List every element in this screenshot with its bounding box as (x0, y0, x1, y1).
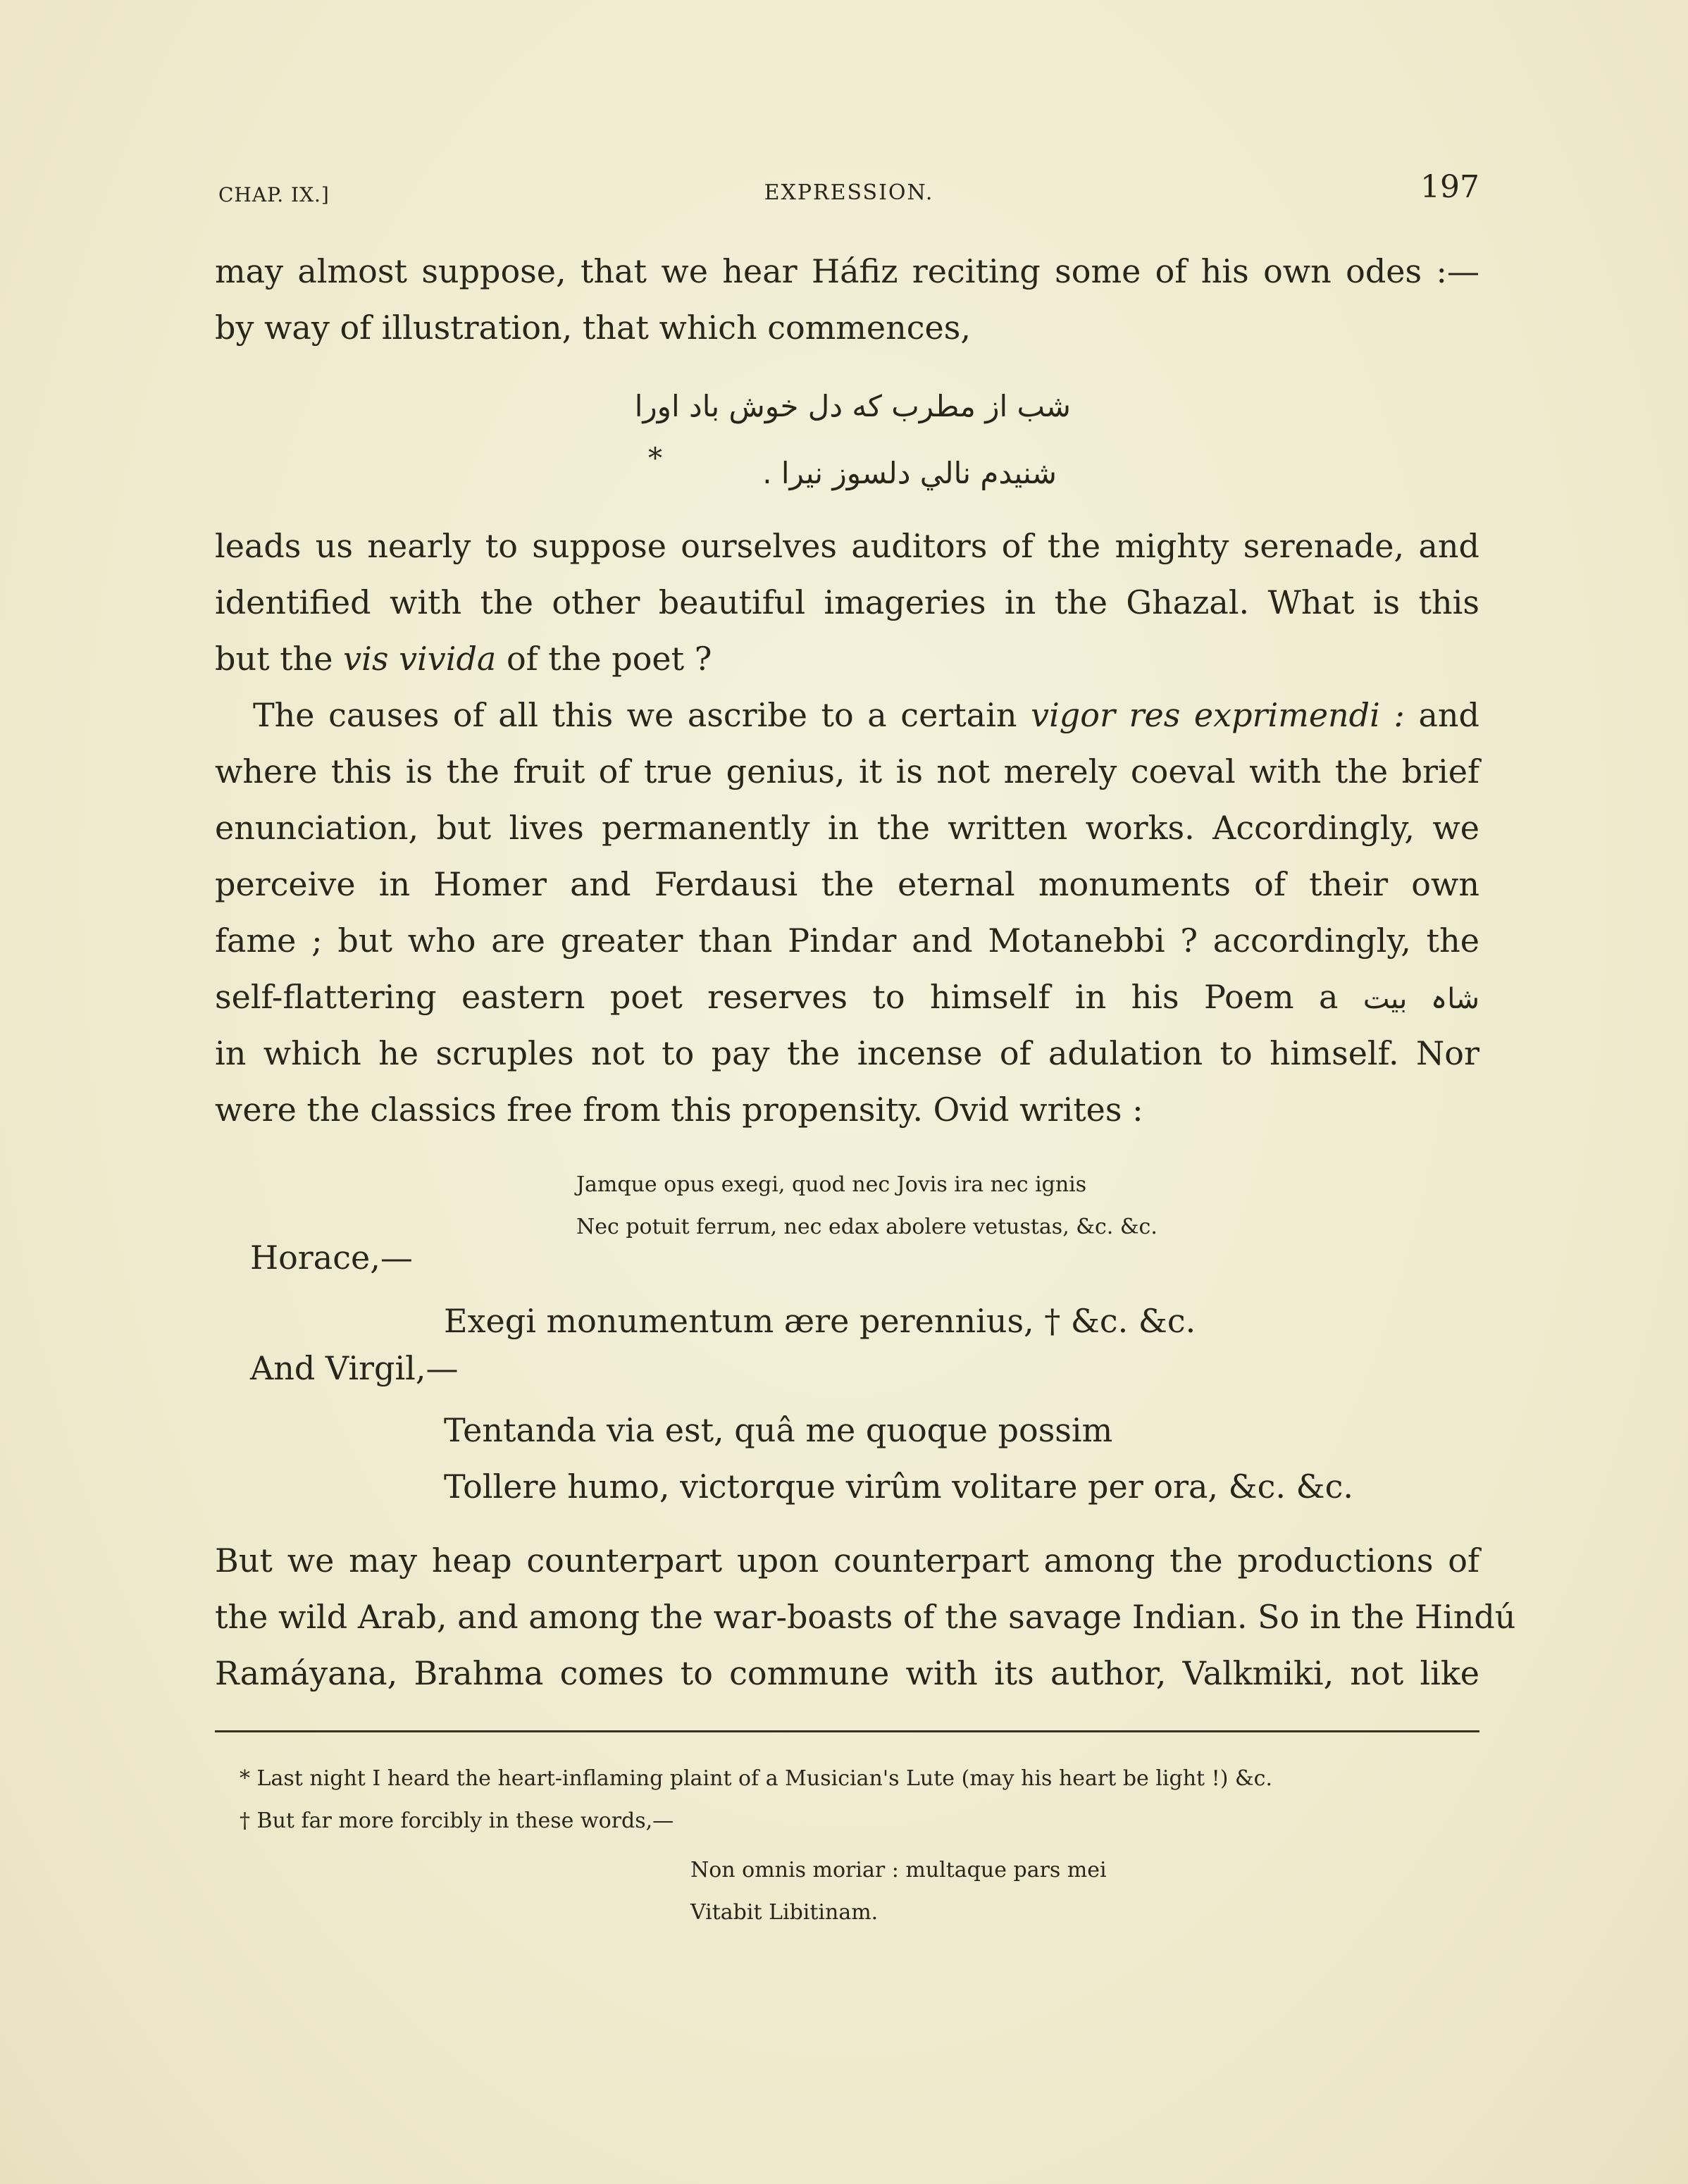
text-line: perceive in Homer and Ferdausi the eternal monuments of their own (215, 865, 1479, 903)
persian-verse-line-1: شب از مطرب که دل خوش باد اورا (634, 389, 1071, 423)
virgil-label: And Virgil,— (250, 1349, 459, 1387)
arabic-phrase: شاہ بیت (1363, 983, 1479, 1015)
footnote-marker: * (648, 442, 662, 475)
text-line: by way of illustration, that which commences, (215, 309, 971, 347)
footnote-1: * Last night I heard the heart-inflaming plaint of a Musician's Lute (may his heart be light !) &c. (240, 1766, 1272, 1791)
text-line: in which he scruples not to pay the incense of adulation to himself. Nor (215, 1034, 1479, 1072)
text-line: enunciation, but lives permanently in the written works. Accordingly, we (215, 809, 1479, 847)
ovid-verse (576, 1164, 1158, 1248)
text-line: where this is the fruit of true genius, it is not merely coeval with the brief (215, 752, 1479, 790)
verse-line: Non omnis moriar : multaque pars mei (690, 1858, 1107, 1882)
paragraph-counterpart (215, 1532, 1516, 1701)
virgil-verse (444, 1402, 1353, 1515)
persian-verse-line-2: شنیدم نالي دلسوز نیرا . (762, 456, 1057, 490)
verse-line: Tollere humo, victorque virûm volitare per ora, &c. &c. (444, 1468, 1353, 1506)
page-number: 197 (1420, 169, 1479, 205)
footnote-verse (690, 1849, 1107, 1934)
text-line: fame ; but who are greater than Pindar and Motanebbi ? accordingly, the (215, 922, 1479, 960)
text-line: the wild Arab, and among the war-boasts of the savage Indian. So in the Hindú (215, 1598, 1516, 1636)
horace-label: Horace,— (250, 1239, 413, 1277)
verse-line: Nec potuit ferrum, nec edax abolere vetustas, &c. &c. (576, 1215, 1158, 1239)
chapter-label: CHAP. IX.] (218, 183, 330, 206)
horace-verse: Exegi monumentum ære perennius, † &c. &c. (444, 1302, 1196, 1340)
text-line: may almost suppose, that we hear Háfiz reciting some of his own odes :— (215, 252, 1479, 290)
verse-line: Vitabit Libitinam. (690, 1900, 879, 1925)
text-line: Ramáyana, Brahma comes to commune with its author, Valkmiki, not like (215, 1654, 1479, 1692)
paragraph-opening (215, 243, 1479, 356)
text-line: were the classics free from this propensity. Ovid writes : (215, 1091, 1143, 1129)
footnotes (240, 1758, 1272, 1842)
text-line: leads us nearly to suppose ourselves auditors of the mighty serenade, and (215, 527, 1479, 565)
text-line: The causes of all this we ascribe to a certain vigor res exprimendi : and (253, 696, 1479, 734)
verse-line: Tentanda via est, quâ me quoque possim (444, 1411, 1113, 1449)
page-title: EXPRESSION. (764, 180, 934, 205)
text-line: but the vis vivida of the poet ? (215, 640, 712, 678)
verse-line: Jamque opus exegi, quod nec Jovis ira nec ignis (576, 1172, 1087, 1197)
footnote-divider (215, 1730, 1479, 1732)
paragraph-causes (215, 687, 1479, 1138)
text-line: identified with the other beautiful imageries in the Ghazal. What is this (215, 583, 1479, 621)
text-line: But we may heap counterpart upon counterpart among the productions of (215, 1541, 1479, 1580)
paragraph-serenade (215, 518, 1479, 687)
running-head (218, 169, 1479, 211)
text-line: self-flattering eastern poet reserves to himself in his Poem a شاہ بیت (215, 978, 1479, 1016)
footnote-2: † But far more forcibly in these words,— (240, 1808, 674, 1833)
